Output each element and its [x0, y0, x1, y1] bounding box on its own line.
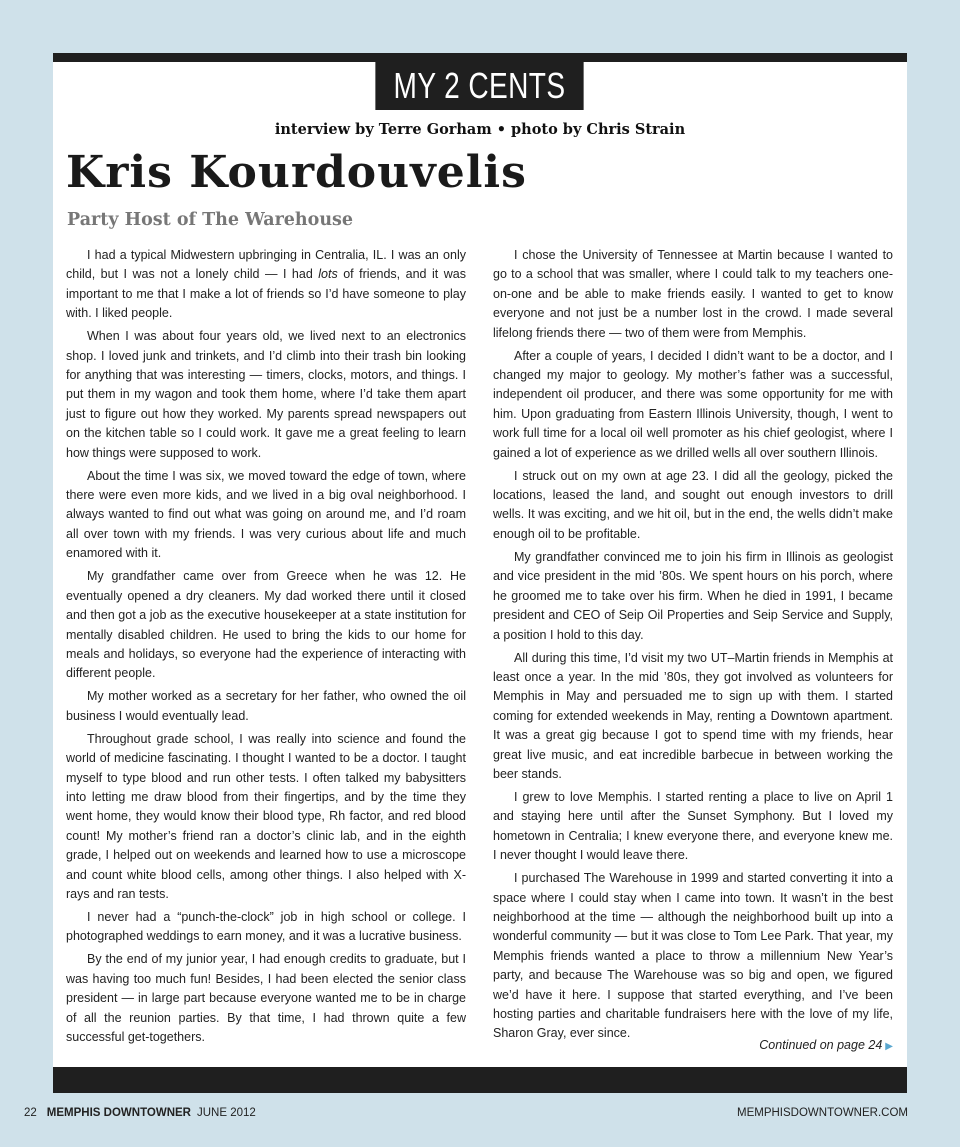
paragraph: After a couple of years, I decided I didn’t want to be a doctor, and I changed my major to geology. My mother’s father was a successful, independent oil producer, and there was some opportunity for me with him. Upon graduating from Eastern Illinois University, though, I went to work full time for a local oil well promoter as his chief geologist, where I gained a lot of experience as we drilled wells all over southern Illinois.	[493, 348, 893, 460]
publication-name: MEMPHIS DOWNTOWNER	[46, 1107, 191, 1119]
paragraph: I chose the University of Tennessee at Martin because I wanted to go to a school that was smaller, where I could talk to my teachers one-on-one and be able to make friends easily. I wanted to get to know everyone and not just be a number lost in the crowd. I made several lifelong friends there — two of them were from Memphis.	[493, 248, 893, 340]
article-column-left	[66, 246, 466, 1051]
paragraph: My grandfather convinced me to join his firm in Illinois as geologist and vice president in the mid ’80s. We spent hours on his porch, where he groomed me to take over his firm. When he died in 1991, I became president and CEO of Seip Oil Properties and Seip Service and Supply, a position I hold to this day.	[493, 549, 893, 642]
paragraph: I struck out on my own at age 23. I did all the geology, picked the locations, leased the land, and sought out enough investors to drill wells. It was exciting, and we hit oil, but in the end, the wells didn’t make enough oil to be profitable.	[493, 468, 893, 541]
emphasis: lots	[318, 267, 338, 282]
paragraph: By the end of my junior year, I had enough credits to graduate, but I was having too much fun! Besides, I had been elected the senior class president — in large part because everyone wanted me to be in charge of all the reunion parties. By that time, I had thrown quite a few successful get-togethers.	[66, 952, 466, 1044]
paragraph: All during this time, I’d visit my two UT–Martin friends in Memphis at least once a year. In the mid ’80s, they got involved as volunteers for Memphis in May and persuaded me to sign up with them. I started coming for extended weekends in May, renting a Downtown apartment. It was a great gig because I got to spend time with my friends, hear great live music, and eat incredible barbecue in between working the beer stands.	[493, 650, 893, 781]
continued-text: Continued on page 24	[759, 1038, 883, 1052]
website-link[interactable]: MEMPHISDOWNTOWNER.COM	[736, 1107, 908, 1119]
paragraph: About the time I was six, we moved toward the edge of town, where there were even more kids, and we lived in a big oval neighborhood. I always wanted to find out what was going on around me, and I’d roam all over town with my friends. I was very curious about life and much enamored with it.	[66, 468, 466, 561]
paragraph: I grew to love Memphis. I started renting a place to live on April 1 and staying here until after the Sunset Symphony. But I loved my hometown in Centralia; I knew everyone there, and everyone knew me. I never thought I would leave there.	[493, 789, 893, 863]
paragraph: When I was about four years old, we lived next to an electronics shop. I loved junk and trinkets, and I’d climb into their trash bin looking for anything that was interesting — timers, clocks, motors, and things. I put them in my wagon and took them home, where I’d take them apart just to figure out how they worked. My parents spread newspapers out on the kitchen table so I could work. It gave me a great feeling to learn how things were supposed to work.	[66, 329, 466, 460]
column-label: MY 2 CENTS	[375, 62, 583, 110]
magazine-page	[53, 53, 907, 1093]
top-bar	[53, 53, 907, 62]
paragraph: I never had a “punch-the-clock” job in high school or college. I photographed weddings to earn money, and it was a lucrative business.	[66, 909, 466, 944]
footer-left	[24, 1107, 256, 1119]
continued-link[interactable]	[493, 1038, 893, 1052]
page-number: 22	[24, 1107, 37, 1119]
bottom-bar	[53, 1067, 907, 1093]
paragraph: My mother worked as a secretary for her father, who owned the oil business I would eventually lead.	[66, 689, 466, 723]
article-column-right	[493, 246, 893, 1047]
paragraph: I had a typical Midwestern upbringing in Centralia, IL. I was an only child, but I was not a lonely child — I had lots of friends, and it was important to me that I make a lot of friends so I’d have someone to play with. I liked people.	[66, 248, 466, 321]
byline: interview by Terre Gorham • photo by Chris Strain	[274, 121, 686, 138]
paragraph: I purchased The Warehouse in 1999 and started converting it into a space where I could stay when I came into town. It wasn’t in the best neighborhood at the time — although the neighborhood built up into a wonderful community — but it was close to Tom Lee Park. That year, my Memphis friends wanted a place to throw a millennium New Year’s party, and because The Warehouse was so big and open, we figured we’d have it here. I suppose that started everything, and I’ve been hosting parties and charitable fundraisers here with the love of my life, Sharon Gray, ever since.	[493, 871, 893, 1041]
page-subtitle: Party Host of The Warehouse	[67, 210, 354, 230]
play-arrow-icon: ▶	[885, 1041, 893, 1052]
page-title: Kris Kourdouvelis	[66, 147, 527, 198]
issue-date: JUNE 2012	[196, 1107, 256, 1119]
paragraph: My grandfather came over from Greece when he was 12. He eventually opened a dry cleaners. My dad worked there until it closed and then got a job as the executive housekeeper at a state institution for mentally disabled children. He used to bring the kids to our home for meals and holidays, so everyone had the experience of interacting with different people.	[66, 569, 466, 681]
paragraph: Throughout grade school, I was really into science and found the world of medicine fascinating. I thought I wanted to be a doctor. I taught myself to type blood and run other tests. I often talked my babysitters into letting me draw blood from their fingertips, and by the time they went home, they would know their blood type, Rh factor, and red blood count! My mother’s friend ran a doctor’s clinic lab, and in the eighth grade, I helped out on weekends and learned how to use a microscope and count white blood cells, among other things. I also helped with X-rays and ran tests.	[66, 731, 466, 901]
